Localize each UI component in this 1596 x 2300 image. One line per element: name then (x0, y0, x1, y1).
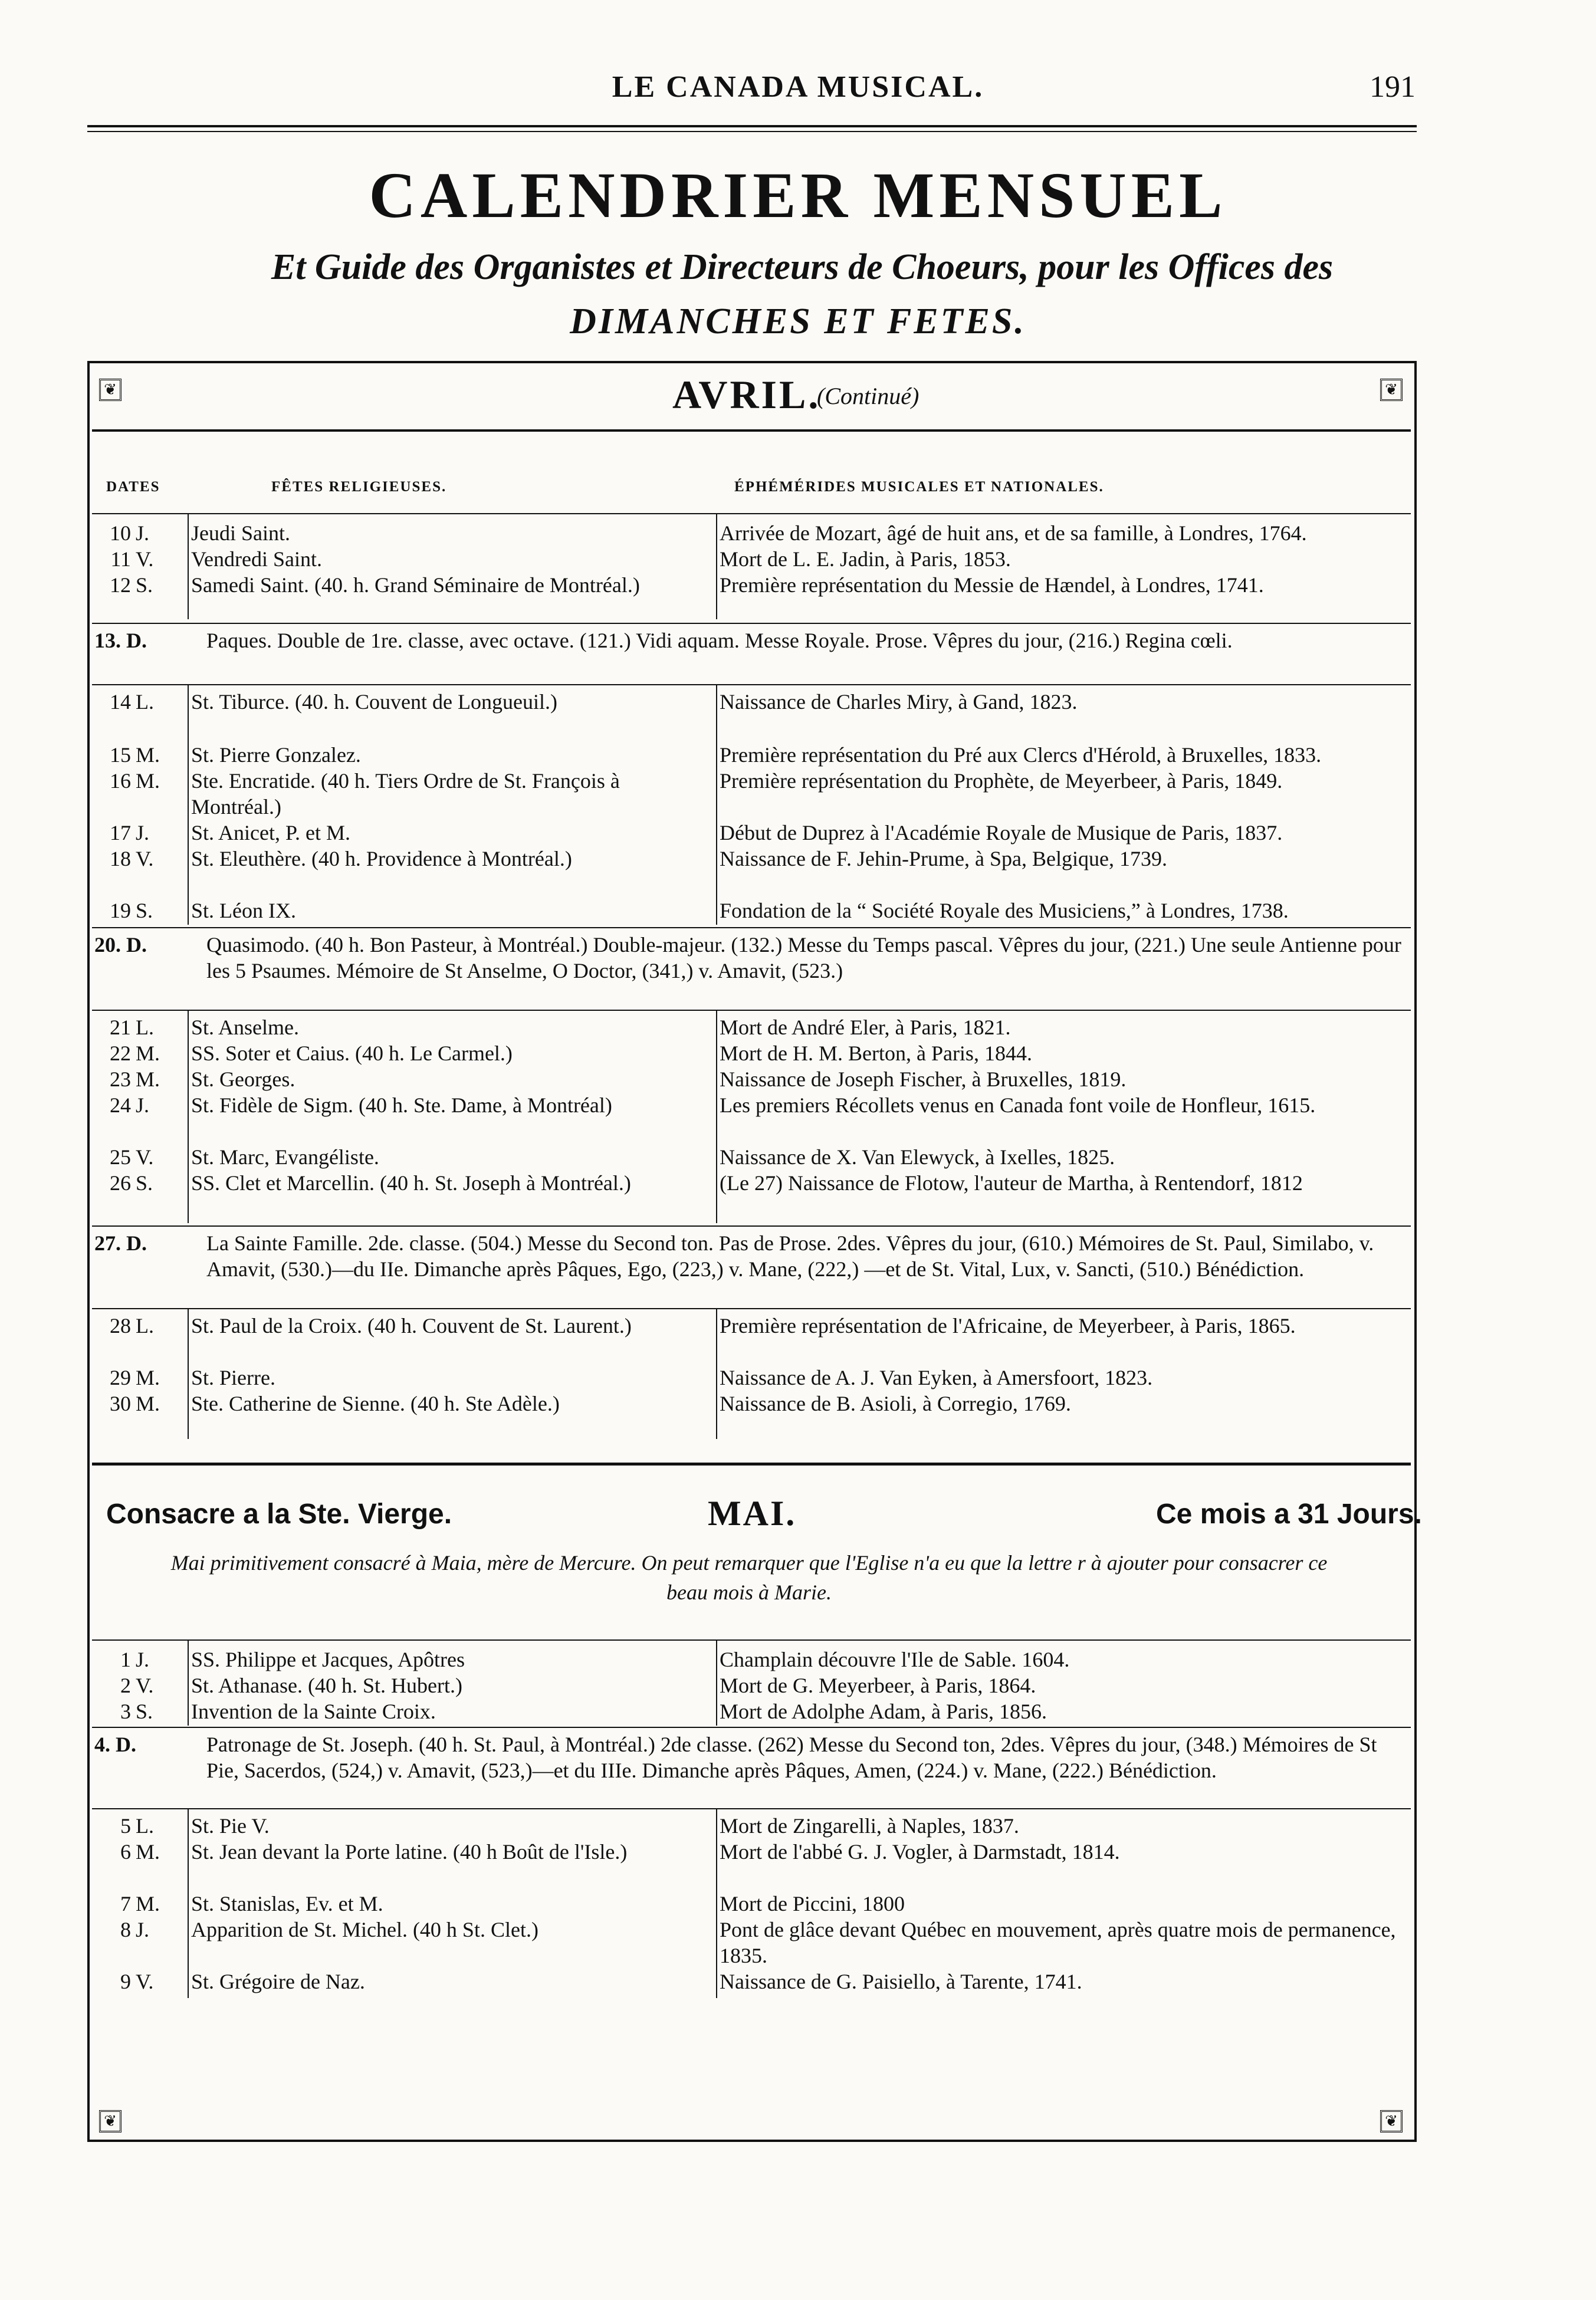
day-number: 11 (110, 547, 131, 571)
day-number: 28 (110, 1314, 131, 1338)
weekday: L. (136, 1814, 154, 1838)
ephemeris-text: Naissance de G. Paisiello, à Tarente, 1741. (720, 1970, 1082, 1993)
ornament-icon: ❦ (99, 379, 121, 401)
weekday: J. (136, 1093, 150, 1117)
ephemeris-text: Mort de G. Meyerbeer, à Paris, 1864. (720, 1674, 1036, 1697)
ephemeris-text: Mort de André Eler, à Paris, 1821. (720, 1016, 1011, 1039)
ephemeris-text: Les premiers Récollets venus en Canada font voile de Honfleur, 1615. (720, 1093, 1316, 1117)
ephemeris-text: Naissance de Joseph Fischer, à Bruxelles, 1819. (720, 1067, 1127, 1091)
feast-text: St. Léon IX. (191, 899, 296, 922)
sunday-date: 27. D. (94, 1231, 147, 1255)
day-number: 5 (120, 1814, 131, 1838)
day-number: 17 (110, 821, 131, 845)
ephemeris-text: Première représentation du Messie de Hændel, à Londres, 1741. (720, 573, 1264, 597)
ephemeris-text: Naissance de B. Asioli, à Corregio, 1769. (720, 1392, 1071, 1415)
weekday: M. (136, 743, 160, 767)
day-number: 10 (110, 521, 131, 545)
day-number: 1 (120, 1648, 131, 1671)
running-title: LE CANADA MUSICAL. (612, 70, 984, 104)
sunday-date: 4. D. (94, 1733, 136, 1756)
weekday: M. (136, 1366, 160, 1389)
day-number: 6 (120, 1840, 131, 1864)
weekday: J. (136, 1918, 150, 1941)
ephemeris-text: Mort de Zingarelli, à Naples, 1837. (720, 1814, 1019, 1838)
weekday: L. (136, 1016, 154, 1039)
weekday: S. (136, 1700, 153, 1723)
column-rule (188, 1641, 189, 1726)
ephemeris-text: Mort de Adolphe Adam, à Paris, 1856. (720, 1700, 1047, 1723)
column-header-fetes: FÊTES RELIGIEUSES. (271, 479, 447, 495)
sunday-office: La Sainte Famille. 2de. classe. (504.) Messe du Second ton. Pas de Prose. 2des. Vêpres du jour, (610.) Mémoires de St. Paul, Similabo, v. Amavit, (530.)—du IIe. Dimanche après Pâques, Ego, (223,) v. Mane, (222,) —et de St. Vital, Lux, v. Sancti, (510.) Bénédiction. (206, 1231, 1374, 1281)
sunday-date: 20. D. (94, 933, 147, 957)
ephemeris-text: Naissance de X. Van Elewyck, à Ixelles, 1825. (720, 1145, 1115, 1169)
day-number: 9 (120, 1970, 131, 1993)
day-number: 12 (110, 573, 131, 597)
day-number: 18 (110, 847, 131, 870)
subtitle-line2: DIMANCHES ET FETES. (570, 301, 1026, 341)
sunday-office: Quasimodo. (40 h. Bon Pasteur, à Montréal.) Double-majeur. (132.) Messe du Temps pascal. Vêpres du jour, (221.) Une seule Antienne pour les 5 Psaumes. Mémoire de St Anselme, O Doctor, (341,) v. Amavit, (523.) (206, 933, 1401, 983)
feast-text: Ste. Encratide. (40 h. Tiers Ordre de St. François à Montréal.) (191, 769, 620, 819)
ephemeris-text: Fondation de la “ Société Royale des Musiciens,” à Londres, 1738. (720, 899, 1289, 922)
divider (92, 1225, 1411, 1227)
feast-text: St. Grégoire de Naz. (191, 1970, 365, 1993)
feast-text: Ste. Catherine de Sienne. (40 h. Ste Adèle.) (191, 1392, 560, 1415)
day-number: 2 (120, 1674, 131, 1697)
feast-text: SS. Soter et Caius. (40 h. Le Carmel.) (191, 1041, 513, 1065)
feast-text: St. Pierre Gonzalez. (191, 743, 361, 767)
feast-text: Apparition de St. Michel. (40 h St. Clet.) (191, 1918, 538, 1941)
weekday: M. (136, 769, 160, 793)
feast-text: SS. Philippe et Jacques, Apôtres (191, 1648, 465, 1671)
ephemeris-text: Naissance de A. J. Van Eyken, à Amersfoort, 1823. (720, 1366, 1153, 1389)
day-number: 8 (120, 1918, 131, 1941)
feast-text: Invention de la Sainte Croix. (191, 1700, 436, 1723)
ephemeris-text: (Le 27) Naissance de Flotow, l'auteur de Martha, à Rentendorf, 1812 (720, 1171, 1303, 1195)
day-number: 23 (110, 1067, 131, 1091)
calendar-title: CALENDRIER MENSUEL (369, 159, 1227, 231)
weekday: M. (136, 1892, 160, 1915)
ephemeris-text: Début de Duprez à l'Académie Royale de Musique de Paris, 1837. (720, 821, 1283, 845)
day-number: 21 (110, 1016, 131, 1039)
divider (92, 513, 1411, 514)
ephemeris-text: Champlain découvre l'Ile de Sable. 1604. (720, 1648, 1070, 1671)
weekday: L. (136, 690, 154, 714)
ephemeris-text: Pont de glâce devant Québec en mouvement, après quatre mois de permanence, 1835. (720, 1918, 1396, 1967)
feast-text: Samedi Saint. (40. h. Grand Séminaire de Montréal.) (191, 573, 640, 597)
page-number: 191 (1370, 70, 1416, 104)
weekday: M. (136, 1041, 160, 1065)
feast-text: St. Stanislas, Ev. et M. (191, 1892, 383, 1915)
divider (92, 1308, 1411, 1309)
day-number: 3 (120, 1700, 131, 1723)
column-rule (716, 1309, 717, 1439)
sunday-date: 13. D. (94, 629, 147, 652)
day-number: 25 (110, 1145, 131, 1169)
divider (92, 429, 1411, 432)
weekday: M. (136, 1840, 160, 1864)
feast-text: Jeudi Saint. (191, 521, 290, 545)
column-rule (716, 685, 717, 925)
feast-text: St. Marc, Evangéliste. (191, 1145, 379, 1169)
may-days-count: Ce mois a 31 Jours. (1156, 1499, 1422, 1530)
weekday: J. (136, 1648, 150, 1671)
divider (92, 1463, 1411, 1466)
column-rule (188, 685, 189, 925)
ephemeris-text: Naissance de Charles Miry, à Gand, 1823. (720, 690, 1078, 714)
weekday: S. (136, 899, 153, 922)
day-number: 7 (120, 1892, 131, 1915)
sunday-office: Paques. Double de 1re. classe, avec octave. (121.) Vidi aquam. Messe Royale. Prose. Vêpres du jour, (216.) Regina cœli. (206, 629, 1233, 652)
divider (92, 684, 1411, 685)
header-rule-thin (87, 131, 1417, 132)
weekday: J. (136, 521, 150, 545)
day-number: 14 (110, 690, 131, 714)
column-rule (188, 1011, 189, 1223)
column-rule (188, 1809, 189, 1998)
feast-text: St. Pie V. (191, 1814, 270, 1838)
weekday: V. (136, 1145, 154, 1169)
ornament-icon: ❦ (1380, 2110, 1403, 2133)
day-number: 15 (110, 743, 131, 767)
divider (92, 927, 1411, 928)
april-continued: (Continué) (817, 383, 919, 409)
column-header-dates: DATES (106, 479, 160, 495)
divider (92, 1639, 1411, 1641)
ornament-icon: ❦ (99, 2110, 121, 2133)
feast-text: St. Pierre. (191, 1366, 275, 1389)
ephemeris-text: Première représentation du Pré aux Clercs d'Hérold, à Bruxelles, 1833. (720, 743, 1322, 767)
may-heading: MAI. (708, 1494, 797, 1533)
may-consecration: Consacre a la Ste. Vierge. (106, 1499, 452, 1530)
ephemeris-text: Mort de l'abbé G. J. Vogler, à Darmstadt, 1814. (720, 1840, 1120, 1864)
weekday: S. (136, 573, 153, 597)
weekday: M. (136, 1392, 160, 1415)
ornament-icon: ❦ (1380, 379, 1403, 401)
feast-text: St. Eleuthère. (40 h. Providence à Montréal.) (191, 847, 572, 870)
ephemeris-text: Mort de L. E. Jadin, à Paris, 1853. (720, 547, 1011, 571)
feast-text: St. Paul de la Croix. (40 h. Couvent de St. Laurent.) (191, 1314, 632, 1338)
weekday: V. (136, 1674, 154, 1697)
subtitle-line1: Et Guide des Organistes et Directeurs de Choeurs, pour les Offices des (271, 247, 1334, 287)
sunday-office: Patronage de St. Joseph. (40 h. St. Paul, à Montréal.) 2de classe. (262) Messe du Second ton, 2des. Vêpres du jour, (348.) Mémoires de St Pie, Sacerdos, (524,) v. Amavit, (523,)—et du IIIe. Dimanche après Pâques, Amen, (224.) v. Mane, (222.) Bénédiction. (206, 1733, 1377, 1782)
ephemeris-text: Arrivée de Mozart, âgé de huit ans, et de sa famille, à Londres, 1764. (720, 521, 1307, 545)
may-intro: Mai primitivement consacré à Maia, mère de Mercure. On peut remarquer que l'Eglise n'a eu que la lettre r à ajouter pour consacrer ce beau mois à Marie. (170, 1551, 1328, 1604)
feast-text: SS. Clet et Marcellin. (40 h. St. Joseph à Montréal.) (191, 1171, 631, 1195)
ephemeris-text: Naissance de F. Jehin-Prume, à Spa, Belgique, 1739. (720, 847, 1167, 870)
divider (92, 1010, 1411, 1011)
column-header-ephemerides: ÉPHÉMÉRIDES MUSICALES ET NATIONALES. (734, 479, 1104, 495)
day-number: 24 (110, 1093, 131, 1117)
day-number: 22 (110, 1041, 131, 1065)
day-number: 29 (110, 1366, 131, 1389)
column-rule (188, 1309, 189, 1439)
weekday: S. (136, 1171, 153, 1195)
column-rule (188, 514, 189, 619)
weekday: V. (136, 847, 154, 870)
feast-text: St. Anicet, P. et M. (191, 821, 351, 845)
weekday: M. (136, 1067, 160, 1091)
divider (92, 1727, 1411, 1728)
column-rule (716, 1809, 717, 1998)
feast-text: St. Fidèle de Sigm. (40 h. Ste. Dame, à Montréal) (191, 1093, 612, 1117)
column-rule (716, 514, 717, 619)
feast-text: St. Jean devant la Porte latine. (40 h Boût de l'Isle.) (191, 1840, 628, 1864)
april-heading: AVRIL. (672, 372, 821, 417)
ephemeris-text: Mort de H. M. Berton, à Paris, 1844. (720, 1041, 1032, 1065)
divider (92, 623, 1411, 624)
ephemeris-text: Mort de Piccini, 1800 (720, 1892, 905, 1915)
divider (92, 1808, 1411, 1809)
ephemeris-text: Première représentation du Prophète, de Meyerbeer, à Paris, 1849. (720, 769, 1283, 793)
day-number: 19 (110, 899, 131, 922)
weekday: J. (136, 821, 150, 845)
day-number: 30 (110, 1392, 131, 1415)
feast-text: St. Tiburce. (40. h. Couvent de Longueuil.) (191, 690, 557, 714)
feast-text: St. Anselme. (191, 1016, 300, 1039)
weekday: V. (136, 547, 154, 571)
feast-text: Vendredi Saint. (191, 547, 322, 571)
column-rule (716, 1641, 717, 1726)
day-number: 16 (110, 769, 131, 793)
column-rule (716, 1011, 717, 1223)
header-rule (87, 125, 1417, 127)
weekday: L. (136, 1314, 154, 1338)
ephemeris-text: Première représentation de l'Africaine, de Meyerbeer, à Paris, 1865. (720, 1314, 1296, 1338)
weekday: V. (136, 1970, 154, 1993)
day-number: 26 (110, 1171, 131, 1195)
feast-text: St. Athanase. (40 h. St. Hubert.) (191, 1674, 462, 1697)
feast-text: St. Georges. (191, 1067, 295, 1091)
